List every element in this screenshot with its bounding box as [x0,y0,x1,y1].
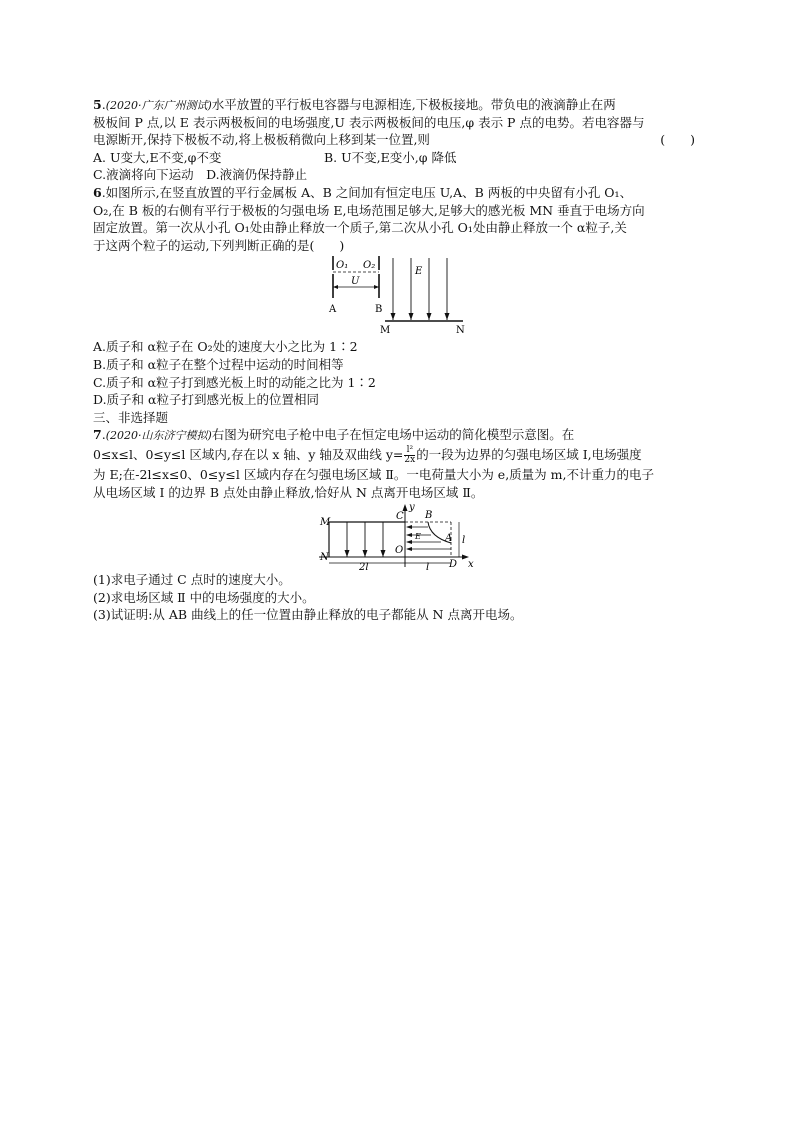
q7-text-1: 右图为研究电子枪中电子在恒定电场中运动的简化模型示意图。在 [211,427,575,443]
q7-line-2 [93,444,703,466]
fraction-numerator: l² [404,446,415,456]
q7-text-2b: 的一段为边界的匀强电场区域 Ⅰ,电场强度 [416,446,642,462]
label-o1: O₁ [336,260,349,272]
q7-figure [93,501,703,571]
label-l-horizontal: l [426,562,430,572]
q5-line-2: 极板间 P 点,以 E 表示两极板间的电场强度,U 表示两极板间的电压,φ 表示 P 点的电势。若电容器与 [93,114,645,130]
q5-options-cd: C.液滴将向下运动 D.液滴仍保持静止 [93,167,308,183]
q7-line-3: 为 E;在-2l≤x≤0、0≤y≤l 区域内存在匀强电场区域 Ⅱ。一电荷量大小为 e,质量为 m,不计重力的电子 [93,466,654,482]
q5-line-1: 5.(2020·广东广州测试)水平放置的平行板电容器与电源相连,下极板接地。带负电的液滴静止在两 [93,97,616,112]
label-c: C [396,511,404,523]
label-d: D [449,559,458,571]
q7-line-1: 7.(2020·山东济宁模拟)右图为研究电子枪中电子在恒定电场中运动的简化模型示意图。在 [93,427,575,443]
q5-options-ab [93,149,703,167]
q6-figure [93,254,703,338]
fraction-denominator: 2x [404,454,416,465]
q5-answer-paren: ( ) [660,132,695,148]
label-y: y [409,502,415,514]
q6-option-d: D.质子和 α粒子打到感光板上的位置相同 [93,392,319,408]
q7-part-3: (3)试证明:从 AB 曲线上的任一位置由静止释放的电子都能从 N 点离开电场。 [93,607,523,623]
q7-text-2a: 0≤x≤l、0≤y≤l 区域内,存在以 x 轴、y 轴及双曲线 y= [93,446,404,462]
q7-number: 7 [93,427,102,443]
q5-number: 5 [93,97,102,112]
q6-text-1: .如图所示,在竖直放置的平行金属板 A、B 之间加有恒定电压 U,A、B 两板的中央留有小孔 O₁、 [101,184,633,200]
label-x: x [468,559,474,571]
q5-line-3 [93,131,703,149]
hyperbola-fraction [404,446,415,465]
label-o: O [395,545,404,557]
worksheet [93,96,703,624]
q6-option-a: A.质子和 α粒子在 O₂处的速度大小之比为 1∶2 [93,339,358,355]
q6-option-b: B.质子和 α粒子在整个过程中运动的时间相等 [93,356,344,372]
q6-line-1 [93,184,703,202]
q5-option-a: A. U变大,E不变,φ不变 [93,149,222,165]
q5-source: (2020·广东广州测试) [105,99,212,112]
label-n: N [320,552,329,564]
label-n: N [456,325,465,337]
q6-line-3: 固定放置。第一次从小孔 O₁处由静止释放一个质子,第二次从小孔 O₁处由静止释放一个 α粒子,关 [93,220,627,236]
q5-text-3: 电源断开,保持下极板不动,将上极板稍微向上移到某一位置,则 [93,132,430,148]
q7-line-4: 从电场区域 Ⅰ 的边界 B 点处由静止释放,恰好从 N 点离开电场区域 Ⅱ。 [93,484,484,500]
label-o2: O₂ [363,260,376,272]
q7-source: (2020·山东济宁模拟) [105,429,212,443]
label-e: E [415,266,423,278]
q7-part-1: (1)求电子通过 C 点时的速度大小。 [93,572,291,588]
label-2l: 2l [359,562,369,572]
label-u: U [351,276,360,288]
q5-text-1: 水平放置的平行板电容器与电源相连,下极板接地。带负电的液滴静止在两 [211,97,616,112]
label-a: A [329,304,337,316]
section-heading: 三、非选择题 [93,409,169,425]
q5-option-b: B. U不变,E变小,φ 降低 [324,149,457,165]
label-b: B [425,510,433,522]
q6-number: 6 [93,184,102,200]
q6-option-c: C.质子和 α粒子打到感光板上时的动能之比为 1∶2 [93,374,376,390]
q6-line-4: 于这两个粒子的运动,下列判断正确的是( ) [93,237,345,253]
label-b: B [375,304,383,316]
q6-line-2: O₂,在 B 板的右侧有平行于极板的匀强电场 E,电场范围足够大,足够大的感光板 MN 垂直于电场方向 [93,202,645,218]
label-l-vertical: l [462,535,466,547]
label-m: M [380,325,391,337]
label-a: A [445,533,453,545]
label-m: M [320,517,331,529]
q7-part-2: (2)求电场区域 Ⅱ 中的电场强度的大小。 [93,589,315,605]
label-e: E [415,532,421,542]
